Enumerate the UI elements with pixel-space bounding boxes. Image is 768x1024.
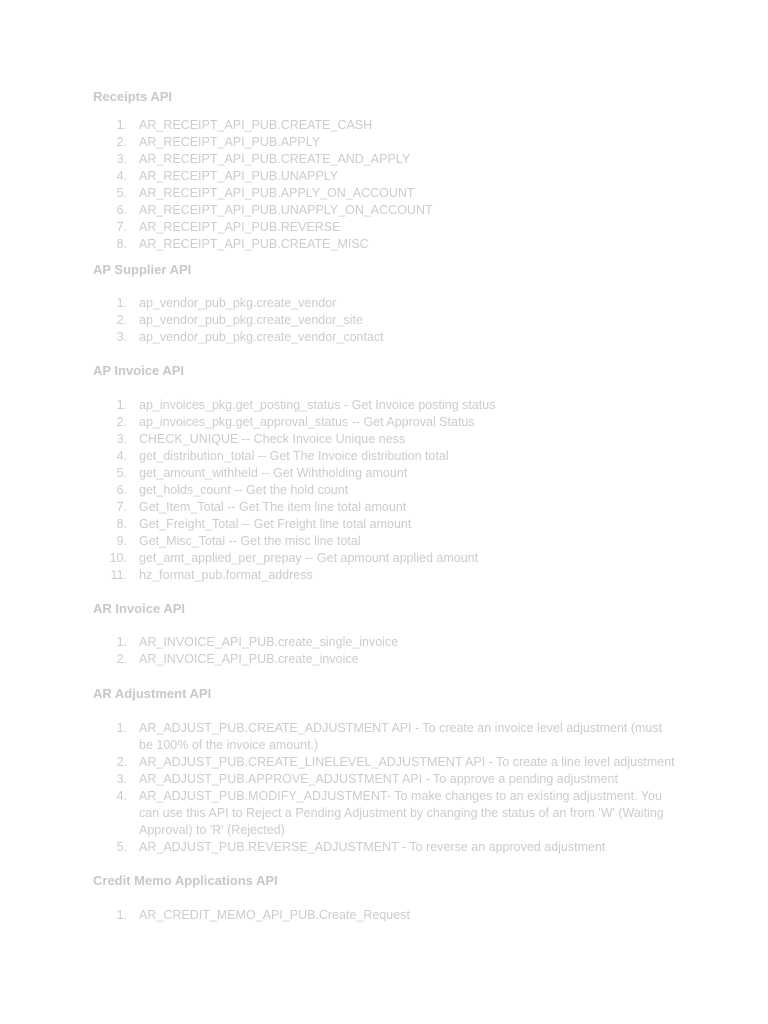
list-item-text: ap_vendor_pub_pkg.create_vendor [139, 296, 337, 310]
list-item-text: AR_ADJUST_PUB.APPROVE_ADJUSTMENT API - To approve a pending adjustment [139, 772, 618, 786]
list-item-text: AR_ADJUST_PUB.CREATE_ADJUSTMENT API - To create an invoice level adjustment (must be 100% of the invoice amount.) [139, 721, 663, 752]
api-list [93, 397, 693, 584]
list-item-text: get_distribution_total -- Get The Invoice distribution total [139, 449, 449, 463]
section-credit-memo-api [93, 873, 693, 924]
list-item: 6. get_holds_count -- Get the hold count [93, 482, 693, 499]
list-item: 4. get_distribution_total -- Get The Invoice distribution total [93, 448, 693, 465]
section-heading: AR Adjustment API [93, 686, 212, 701]
list-item-text: AR_RECEIPT_API_PUB.UNAPPLY_ON_ACCOUNT [139, 203, 433, 217]
list-item: 1. ap_vendor_pub_pkg.create_vendor [93, 295, 693, 312]
list-item-text: Get_Item_Total -- Get The item line total amount [139, 500, 407, 514]
list-item: 11. hz_format_pub.format_address [93, 567, 693, 584]
list-item: 3. AR_RECEIPT_API_PUB.CREATE_AND_APPLY [93, 151, 693, 168]
api-list [93, 634, 693, 668]
list-item-text: get_holds_count -- Get the hold count [139, 483, 349, 497]
list-item: 1. ap_invoices_pkg.get_posting_status - Get Invoice posting status [93, 397, 693, 414]
list-item-text: AR_INVOICE_API_PUB.create_single_invoice [139, 635, 399, 649]
list-item-text: hz_format_pub.format_address [139, 568, 313, 582]
list-item-text: ap_vendor_pub_pkg.create_vendor_site [139, 313, 363, 327]
list-item-text: AR_ADJUST_PUB.CREATE_LINELEVEL_ADJUSTMENT API - To create a line level adjustment [139, 755, 675, 769]
section-heading: AP Supplier API [93, 262, 192, 277]
list-item: 5. AR_ADJUST_PUB.REVERSE_ADJUSTMENT - To reverse an approved adjustment [93, 839, 693, 856]
section-ap-supplier-api [93, 262, 693, 346]
list-item-text: AR_CREDIT_MEMO_API_PUB.Create_Request [139, 908, 410, 922]
api-list [93, 907, 693, 924]
list-item-text: ap_invoices_pkg.get_approval_status -- Get Approval Status [139, 415, 475, 429]
section-heading: AR Invoice API [93, 601, 185, 616]
list-item: 1. AR_CREDIT_MEMO_API_PUB.Create_Request [93, 907, 693, 924]
list-item-text: CHECK_UNIQUE -- Check Invoice Unique ness [139, 432, 406, 446]
api-list [93, 295, 693, 346]
list-item: 3. CHECK_UNIQUE -- Check Invoice Unique ness [93, 431, 693, 448]
list-item: 8. AR_RECEIPT_API_PUB.CREATE_MISC [93, 236, 693, 253]
list-item: 2. AR_ADJUST_PUB.CREATE_LINELEVEL_ADJUSTMENT API - To create a line level adjustment [93, 754, 693, 771]
list-item-text: AR_ADJUST_PUB.MODIFY_ADJUSTMENT- To make changes to an existing adjustment. You can use this API to Reject a Pending Adjustment by changing the status of an from 'W' (Waiting Approval) to 'R' (Rejected) [139, 789, 664, 837]
section-heading: AP Invoice API [93, 363, 185, 378]
list-item: 2. ap_vendor_pub_pkg.create_vendor_site [93, 312, 693, 329]
list-item-text: AR_RECEIPT_API_PUB.REVERSE [139, 220, 341, 234]
list-item: 7. Get_Item_Total -- Get The item line total amount [93, 499, 693, 516]
list-item: 5. get_amount_withheld -- Get Wihtholding amount [93, 465, 693, 482]
list-item: 2. AR_RECEIPT_API_PUB.APPLY [93, 134, 693, 151]
section-ar-invoice-api [93, 601, 693, 668]
section-ar-adjustment-api [93, 686, 693, 856]
list-item: 2. ap_invoices_pkg.get_approval_status -- Get Approval Status [93, 414, 693, 431]
list-item: 1. AR_INVOICE_API_PUB.create_single_invoice [93, 634, 693, 651]
list-item: 4. AR_RECEIPT_API_PUB.UNAPPLY [93, 168, 693, 185]
list-item-text: ap_vendor_pub_pkg.create_vendor_contact [139, 330, 384, 344]
list-item: 1. AR_RECEIPT_API_PUB.CREATE_CASH [93, 117, 693, 134]
list-item: 3. AR_ADJUST_PUB.APPROVE_ADJUSTMENT API - To approve a pending adjustment [93, 771, 693, 788]
list-item-text: AR_ADJUST_PUB.REVERSE_ADJUSTMENT - To reverse an approved adjustment [139, 840, 606, 854]
list-item: 8. Get_Freight_Total -- Get Freight line total amount [93, 516, 693, 533]
list-item: 10. get_amt_applied_per_prepay -- Get apmount applied amount [93, 550, 693, 567]
list-item: 5. AR_RECEIPT_API_PUB.APPLY_ON_ACCOUNT [93, 185, 693, 202]
api-list [93, 720, 693, 856]
list-item-text: Get_Freight_Total -- Get Freight line total amount [139, 517, 412, 531]
list-item-text: AR_RECEIPT_API_PUB.CREATE_CASH [139, 118, 373, 132]
list-item: 7. AR_RECEIPT_API_PUB.REVERSE [93, 219, 693, 236]
list-item-text: AR_RECEIPT_API_PUB.UNAPPLY [139, 169, 339, 183]
list-item-text: AR_RECEIPT_API_PUB.CREATE_MISC [139, 237, 369, 251]
list-item-text: AR_RECEIPT_API_PUB.APPLY_ON_ACCOUNT [139, 186, 415, 200]
section-receipts-api [93, 89, 693, 253]
list-item-text: AR_RECEIPT_API_PUB.APPLY [139, 135, 321, 149]
list-item-text: Get_Misc_Total -- Get the misc line total [139, 534, 361, 548]
list-item-text: get_amt_applied_per_prepay -- Get apmount applied amount [139, 551, 479, 565]
list-item: 6. AR_RECEIPT_API_PUB.UNAPPLY_ON_ACCOUNT [93, 202, 693, 219]
section-ap-invoice-api [93, 363, 693, 584]
list-item: 9. Get_Misc_Total -- Get the misc line total [93, 533, 693, 550]
section-heading: Receipts API [93, 89, 172, 104]
list-item: 3. ap_vendor_pub_pkg.create_vendor_contact [93, 329, 693, 346]
list-item-text: get_amount_withheld -- Get Wihtholding amount [139, 466, 408, 480]
list-item: 1. AR_ADJUST_PUB.CREATE_ADJUSTMENT API - To create an invoice level adjustment (must be 100% of the invoice amount.) [93, 720, 693, 754]
section-heading: Credit Memo Applications API [93, 873, 278, 888]
list-item: 4. AR_ADJUST_PUB.MODIFY_ADJUSTMENT- To make changes to an existing adjustment. You can use this API to Reject a Pending Adjustment by changing the status of an from 'W' (Waiting Approval) to 'R' (Rejected) [93, 788, 693, 839]
list-item-text: AR_INVOICE_API_PUB.create_invoice [139, 652, 359, 666]
list-item-text: ap_invoices_pkg.get_posting_status - Get Invoice posting status [139, 398, 496, 412]
list-item: 2. AR_INVOICE_API_PUB.create_invoice [93, 651, 693, 668]
list-item-text: AR_RECEIPT_API_PUB.CREATE_AND_APPLY [139, 152, 411, 166]
api-list [93, 117, 693, 253]
